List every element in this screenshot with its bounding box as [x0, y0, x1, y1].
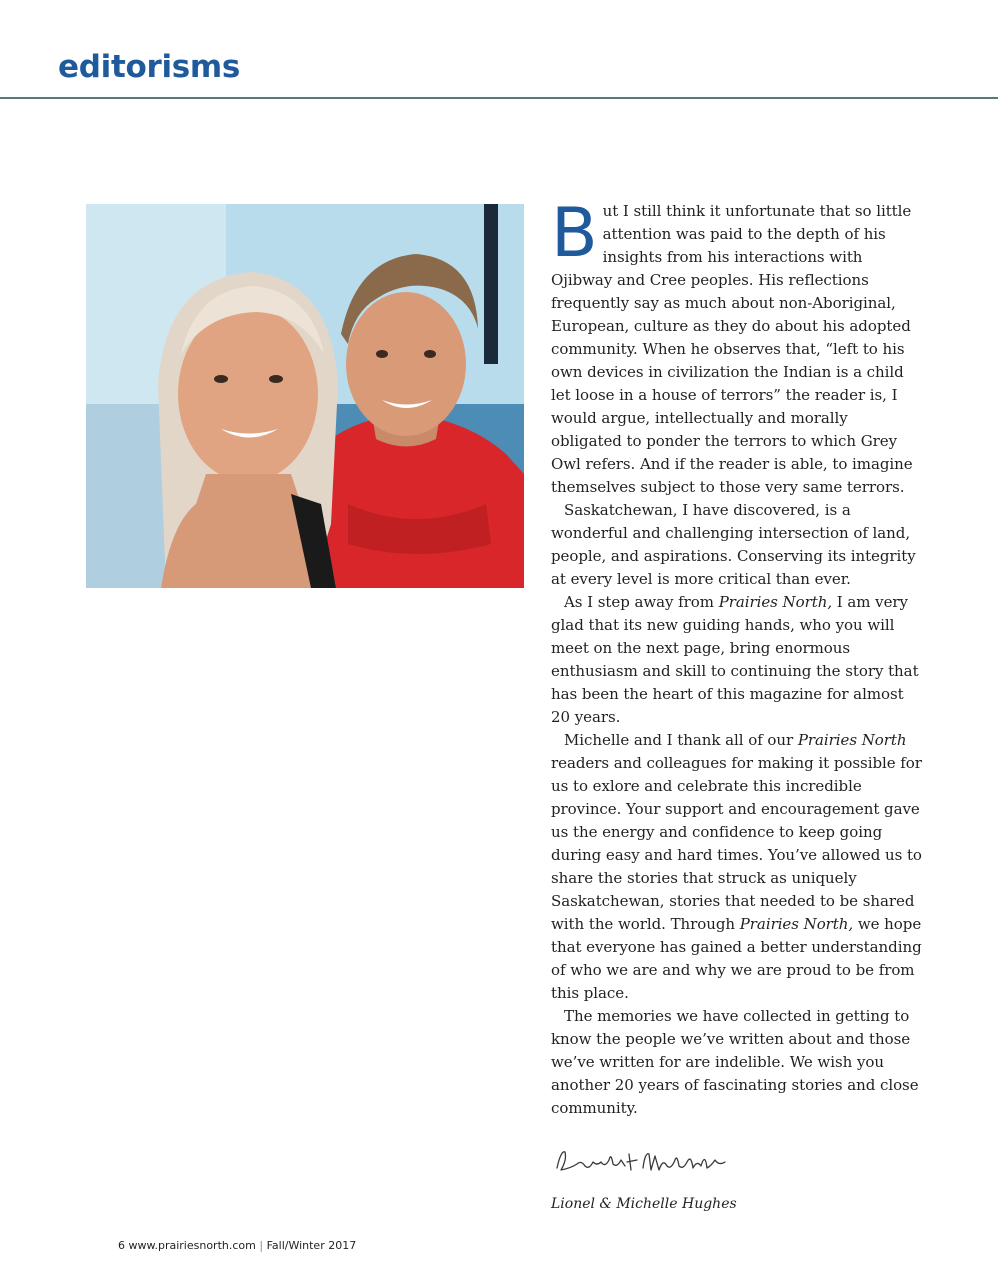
paragraph-3 [551, 591, 923, 729]
magazine-title-italic: Prairies North, [718, 593, 833, 611]
couple-photo-illustration [86, 204, 524, 588]
paragraph-1 [551, 194, 923, 499]
magazine-title-italic: Prairies North [797, 731, 907, 749]
footer-issue: Fall/Winter 2017 [266, 1239, 357, 1252]
signatory-name: Lionel & Michelle Hughes [551, 1196, 737, 1212]
signature-icon [551, 1140, 751, 1180]
header-divider [0, 97, 998, 99]
paragraph-2: Saskatchewan, I have discovered, is a wonderful and challenging intersection of land, people, and aspirations. Conserving its integrity at every level is more critical than ever. [551, 501, 916, 588]
drop-cap: B [551, 194, 598, 273]
paragraph-5: The memories we have collected in getting to know the people we’ve written about and those we’ve written for are indelible. We wish you another 20 years of fascinating stories and close community. [551, 1007, 919, 1117]
page-number: 6 [118, 1239, 125, 1252]
magazine-title-italic: Prairies North, [739, 915, 854, 933]
paragraph-4-text-a: Michelle and I thank all of our [564, 731, 798, 749]
section-title: editorisms [58, 49, 241, 85]
paragraph-4 [551, 729, 923, 1005]
paragraph-4-text-c: we hope that everyone has gained a better understanding of who we are and why we are proud to be from this place. [551, 915, 922, 1002]
paragraph-3-text-b: I am very glad that its new guiding hands, who you will meet on the next page, bring enormous enthusiasm and skill to continuing the story that has been the heart of this magazine for almost 20 years. [551, 593, 919, 726]
paragraph-1-text: ut I still think it unfortunate that so little attention was paid to the depth of his insights from his interactions with Ojibway and Cree peoples. His reflections frequently say as much about non-Aboriginal, European, culture as they do about his adopted community. When he observes that, “left to his own devices in civilization the Indian is a child let loose in a house of terrors” the reader is, I would argue, intellectually and morally obligated to ponder the terrors to which Grey Owl refers. And if the reader is able, to imagine themselves subject to those very same terrors. [551, 202, 913, 496]
editorial-body [551, 194, 923, 1120]
paragraph-3-text-a: As I step away from [564, 593, 719, 611]
page-footer [118, 1239, 356, 1252]
couple-photo [86, 204, 524, 588]
footer-url[interactable]: www.prairiesnorth.com [128, 1239, 256, 1252]
paragraph-4-text-b: readers and colleagues for making it possible for us to exlore and celebrate this incredible province. Your support and encouragement gave us the energy and confidence to keep going during easy and hard times. You’ve allowed us to share the stories that struck as uniquely Saskatchewan, stories that needed to be shared with the world. Through [551, 754, 922, 933]
handwritten-signature [551, 1140, 751, 1180]
footer-separator: | [259, 1239, 264, 1252]
